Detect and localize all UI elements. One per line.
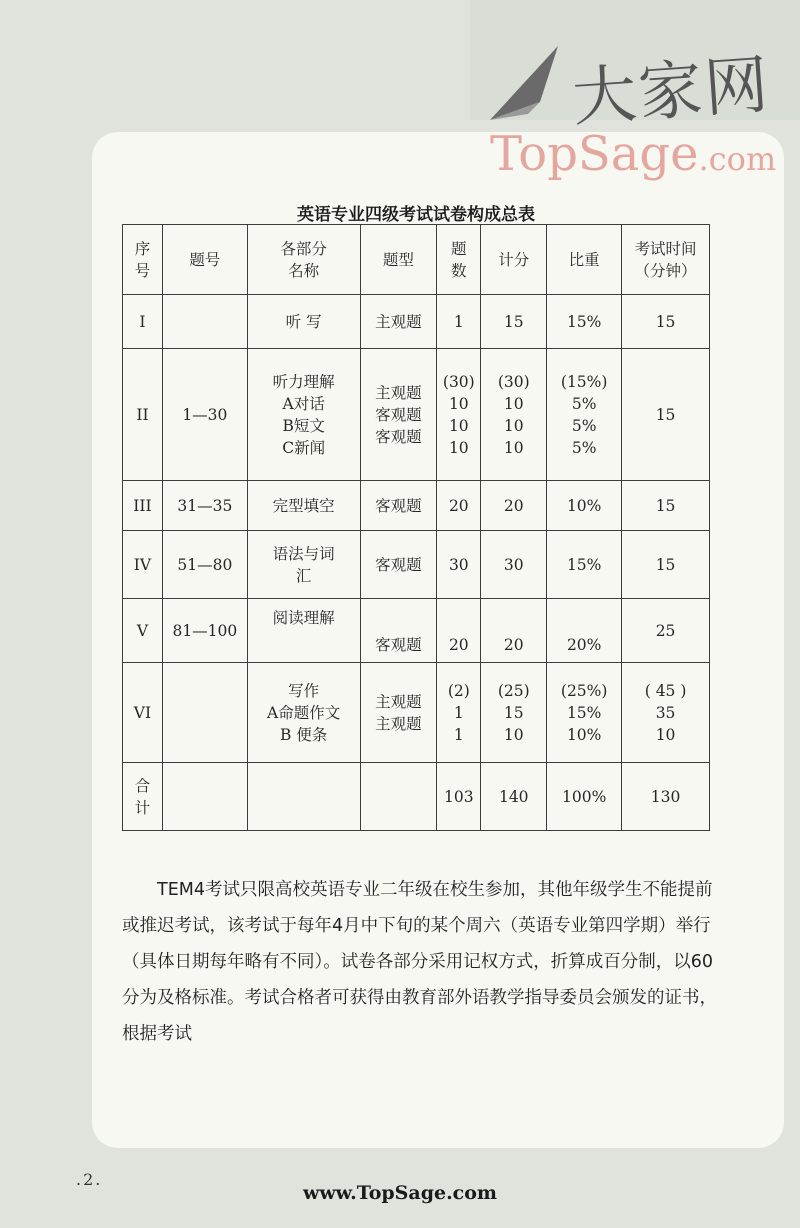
table-cell: 10% (547, 481, 622, 531)
table-cell: 103 (437, 763, 481, 831)
table-cell: 完型填空 (247, 481, 360, 531)
table-cell: 听力理解 A对话 B短文 C新闻 (247, 349, 360, 481)
table-cell: 25 (622, 599, 710, 663)
table-cell: 20 (437, 481, 481, 531)
table-cell (247, 763, 360, 831)
header-cell: 比重 (547, 225, 622, 295)
table-cell: 20 (437, 599, 481, 663)
table-row (123, 531, 710, 599)
table-title: 英语专业四级考试试卷构成总表 (297, 205, 535, 225)
table-cell: 客观题 (360, 481, 437, 531)
footer-url: www.TopSage.com (302, 1182, 498, 1204)
table-cell: 听 写 (247, 295, 360, 349)
table-cell: 140 (481, 763, 547, 831)
table-cell: 主观题 主观题 (360, 663, 437, 763)
table-cell: (30) 10 10 10 (481, 349, 547, 481)
table-cell: 81—100 (162, 599, 247, 663)
table-cell: 15% (547, 295, 622, 349)
table-cell: (30) 10 10 10 (437, 349, 481, 481)
table-cell: 语法与词 汇 (247, 531, 360, 599)
table-cell: 15 (622, 531, 710, 599)
header-cell: 考试时间 （分钟） (622, 225, 710, 295)
body-paragraph: TEM4考试只限高校英语专业二年级在校生参加，其他年级学生不能提前或推迟考试，该考试于每年4月中下旬的某个周六（英语专业第四学期）举行（具体日期每年略有不同）。试卷各部分采用记权方式，折算成百分制，以60分为及格标准。考试合格者可获得由教育部外语教学指导委员会颁发的证书，根据考试 (122, 880, 717, 1044)
table-cell: I (123, 295, 163, 349)
logo-chinese-text: 大家网 (570, 48, 773, 136)
table-cell: 30 (481, 531, 547, 599)
header-cell: 计分 (481, 225, 547, 295)
table-cell (162, 763, 247, 831)
table-cell (162, 295, 247, 349)
table-cell: ( 45 ) 35 10 (622, 663, 710, 763)
table-row (123, 349, 710, 481)
table-cell (360, 763, 437, 831)
table-cell: (15%) 5% 5% 5% (547, 349, 622, 481)
table-row (123, 599, 710, 663)
page-number: .2. (76, 1170, 103, 1189)
topsage-logo (472, 30, 792, 200)
table-header-row (123, 225, 710, 295)
table-cell: 客观题 (360, 531, 437, 599)
table-row (123, 295, 710, 349)
table-cell: 51—80 (162, 531, 247, 599)
header-cell: 题型 (360, 225, 437, 295)
table-row (123, 663, 710, 763)
table-cell: 阅读理解 (247, 599, 360, 663)
table-cell: 15 (481, 295, 547, 349)
table-cell: 1 (437, 295, 481, 349)
table-cell: VI (123, 663, 163, 763)
header-cell: 题 数 (437, 225, 481, 295)
header-cell: 各部分 名称 (247, 225, 360, 295)
table-cell: 客观题 (360, 599, 437, 663)
header-cell: 序 号 (123, 225, 163, 295)
table-cell (162, 663, 247, 763)
table-cell: 130 (622, 763, 710, 831)
table-cell: 写作 A命题作文 B 便条 (247, 663, 360, 763)
logo-arrow-icon (480, 40, 570, 130)
table-cell: 15 (622, 295, 710, 349)
table-cell: 1—30 (162, 349, 247, 481)
table-cell: 主观题 客观题 客观题 (360, 349, 437, 481)
table-cell: IV (123, 531, 163, 599)
table-cell: 20% (547, 599, 622, 663)
logo-english-text: TopSage.com (490, 126, 777, 182)
table-cell: III (123, 481, 163, 531)
table-cell: II (123, 349, 163, 481)
table-cell: 合 计 (123, 763, 163, 831)
table-cell: 100% (547, 763, 622, 831)
table-cell: (25%) 15% 10% (547, 663, 622, 763)
table-cell: 15% (547, 531, 622, 599)
exam-structure-table (122, 224, 710, 831)
table-row-total (123, 763, 710, 831)
table-cell: (25) 15 10 (481, 663, 547, 763)
table-cell: 主观题 (360, 295, 437, 349)
table-row (123, 481, 710, 531)
table-cell: 15 (622, 481, 710, 531)
table-cell: 15 (622, 349, 710, 481)
table-cell: V (123, 599, 163, 663)
table-cell: (2) 1 1 (437, 663, 481, 763)
table-cell: 20 (481, 599, 547, 663)
table-cell: 31—35 (162, 481, 247, 531)
table-cell: 30 (437, 531, 481, 599)
header-cell: 题号 (162, 225, 247, 295)
table-cell: 20 (481, 481, 547, 531)
